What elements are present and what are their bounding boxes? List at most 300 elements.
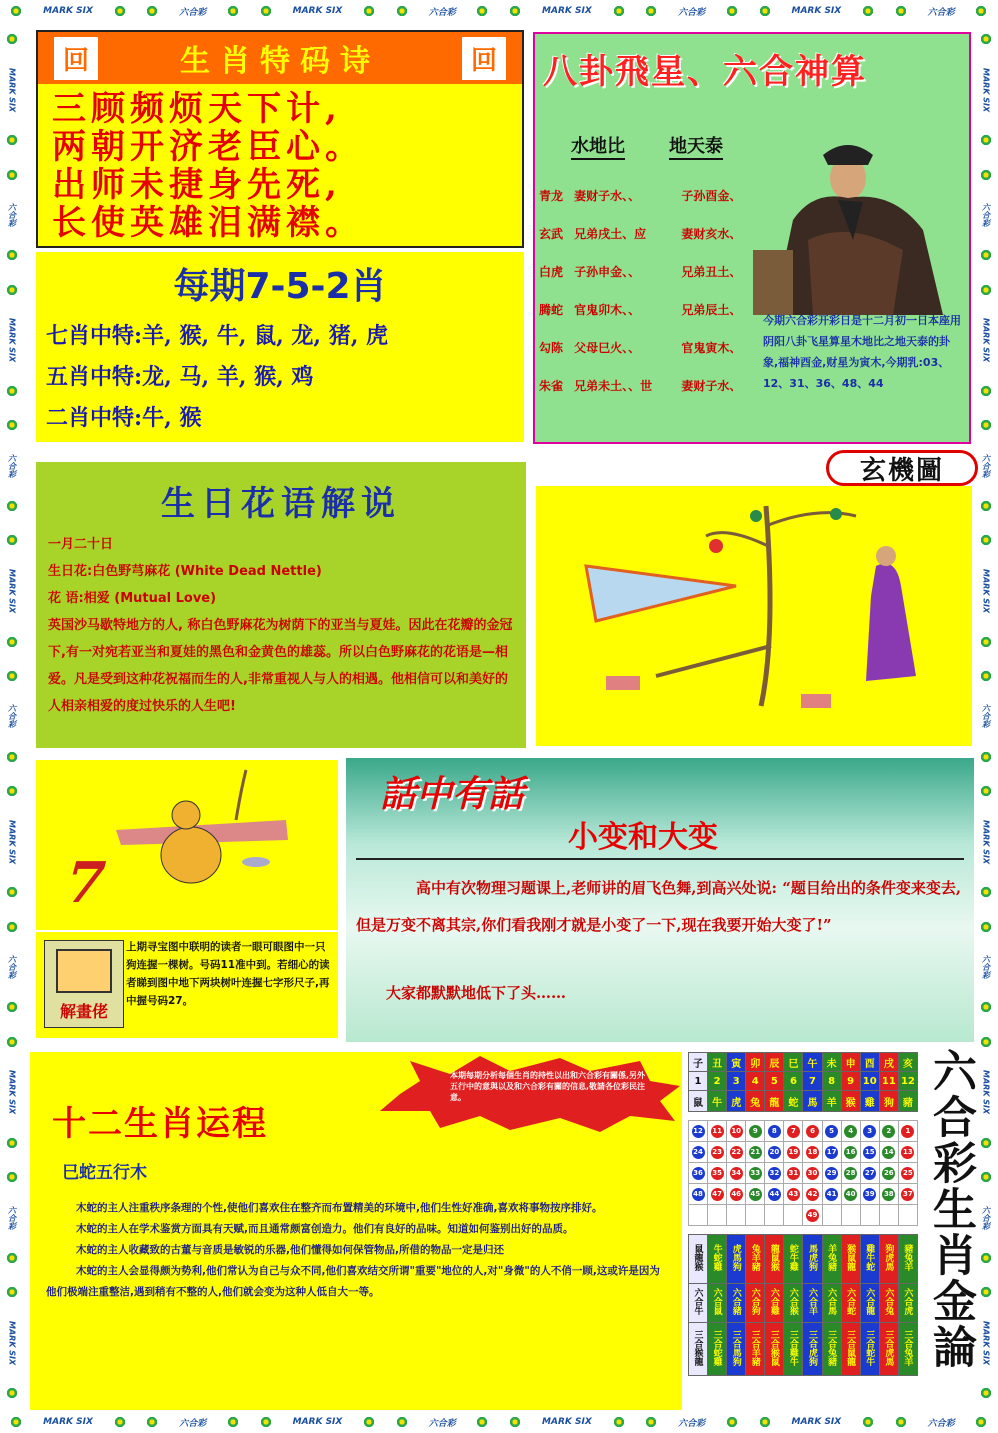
calendar-cell-text: 豬 [902,1097,913,1109]
calendar-cell-text: 虎馬狗 [730,1244,741,1271]
bagua-cell: 兄弟丑土、 [681,264,742,279]
calendar-ball-cell [784,1184,803,1205]
flower-ornament-icon [980,886,992,898]
lottery-ball: 46 [730,1188,743,1201]
calendar-ball-cell [746,1205,765,1226]
calendar-cell [879,1284,898,1323]
bottom-border [0,1411,998,1433]
border-brand: MARK SIX [7,819,17,864]
lottery-ball: 22 [730,1146,743,1159]
calendar-ball-row [689,1205,918,1226]
calendar-ball-cell [689,1121,708,1142]
bagua-cell: 子孙酉金、 [681,188,742,203]
calendar-cell [784,1235,803,1284]
calendar-cell [860,1323,879,1376]
calendar-cell [727,1284,746,1323]
calendar-spacer-cell [689,1112,918,1121]
calendar-cell-text: 兔羊豬 [749,1244,760,1271]
bagua-cell: 青龙 [539,188,564,203]
lottery-ball: 13 [901,1146,914,1159]
flower-ornament-icon [645,1416,657,1428]
calendar-ball-cell [822,1184,841,1205]
calendar-cell [879,1072,898,1091]
border-brand: 六合彩 [981,1205,991,1230]
flower-ornament-icon [6,1036,18,1048]
calendar-ball-cell [727,1163,746,1184]
flower-title: 生日花语解说 [161,484,401,524]
lottery-ball: 27 [863,1167,876,1180]
flower-ornament-icon [6,1286,18,1298]
story-paragraph-1: 高中有次物理习题课上,老师讲的眉飞色舞,到高兴处说: “题目给出的条件变来变去,但是万变不离其宗,你们看我刚才就是小变了一下,现在我要开始大变了!” [356,879,962,934]
flower-ornament-icon [146,5,158,17]
calendar-cell [708,1091,727,1112]
border-brand: MARK SIX [981,1320,991,1366]
poem-line-1: 三顾频烦天下计, [52,89,342,129]
calendar-cell-text: 三合蛇牛 [864,1329,875,1366]
picks-title: 每期7-5-2肖 [173,266,387,307]
calendar-cell [765,1053,784,1072]
lottery-ball: 37 [901,1188,914,1201]
flower-ornament-icon [6,249,18,261]
lottery-ball: 8 [768,1125,781,1138]
border-brand: MARK SIX [981,67,991,112]
calendar-table [688,1052,918,1376]
calendar-cell-text: 羊 [826,1097,837,1109]
flower-name: 生日花:白色野芎麻花 (White Dead Nettle) [48,564,322,579]
calendar-cell [689,1072,708,1091]
calendar-ball-row [689,1184,918,1205]
lottery-ball: 38 [882,1188,895,1201]
calendar-cell-text: 三合猴龍 [692,1329,703,1366]
calendar-cell-text: 三合虎狗 [807,1329,817,1366]
calendar-cell [708,1323,727,1376]
calendar-cell-text: 未 [826,1058,837,1070]
calendar-cell [708,1053,727,1072]
calendar-cell-text: 六合鼠 [711,1288,722,1315]
calendar-cell [765,1091,784,1112]
calendar-cell [784,1284,803,1323]
flower-ornament-icon [613,1416,625,1428]
lottery-ball: 2 [882,1125,895,1138]
border-brand: MARK SIX [7,1320,17,1366]
border-brand: MARK SIX [7,568,17,614]
lottery-ball: 28 [844,1167,857,1180]
flower-ornament-icon [260,5,272,17]
calendar-cell [765,1072,784,1091]
calendar-cell-text: 三合羊豬 [749,1329,760,1366]
calendar-cell-text: 10 [862,1075,877,1087]
flower-ornament-icon [10,1416,22,1428]
calendar-ball-cell [879,1205,898,1226]
calendar-cell [803,1091,822,1112]
calendar-cell [803,1053,822,1072]
calendar-ball-cell [803,1205,822,1226]
calendar-ball-cell [879,1121,898,1142]
calendar-cell [822,1053,841,1072]
flower-ornament-icon [975,5,987,17]
calendar-cell-text: 三合雞牛 [787,1329,798,1366]
border-brand: 六合彩 [179,1418,207,1429]
calendar-cell-text: 7 [809,1075,816,1087]
border-brand: MARK SIX [292,6,343,16]
calendar-cell-text: 三合虎馬 [883,1329,894,1366]
calendar-spacer [689,1226,918,1235]
riddle-badge [44,940,124,1028]
border-brand: 六合彩 [7,1205,17,1230]
flower-ornament-icon [6,534,18,546]
calendar-row [689,1284,918,1323]
calendar-cell-text: 龍鼠猴 [768,1244,779,1271]
border-brand: 六合彩 [981,453,991,478]
flower-ornament-icon [114,5,126,17]
calendar-cell [879,1091,898,1112]
flower-ornament-icon [980,249,992,261]
lottery-ball: 43 [787,1188,800,1201]
lottery-ball: 3 [863,1125,876,1138]
calendar-ball-cell [746,1163,765,1184]
calendar-cell [765,1284,784,1323]
calendar-cell-text: 兔 [750,1097,761,1109]
flower-ornament-icon [726,1416,738,1428]
calendar-cell-text: 六合豬 [730,1288,741,1315]
flower-ornament-icon [509,1416,521,1428]
picks-row-3: 二肖中特:牛, 猴 [46,405,202,431]
calendar-cell [803,1284,822,1323]
calendar-cell-text: 子 [693,1058,704,1070]
calendar-cell-text: 酉 [864,1058,875,1070]
riddle-text-box [36,932,338,1038]
flower-ornament-icon [980,385,992,397]
zodiac-paragraphs [46,1198,666,1303]
calendar-cell-text: 三合兔豬 [826,1329,837,1366]
flower-ornament-icon [6,921,18,933]
calendar-cell-text: 六合牛 [692,1288,703,1315]
calendar-cell [727,1091,746,1112]
flower-ornament-icon [6,134,18,146]
border-brand: 六合彩 [7,704,17,729]
poem-line-3: 出师未捷身先死, [52,165,342,205]
flower-ornament-icon [980,33,992,45]
flower-ornament-icon [6,500,18,512]
flower-ornament-icon [260,1416,272,1428]
riddle-label: 解畫佬 [59,1002,108,1021]
calendar-title [922,1048,978,1414]
border-brand: 六合彩 [981,203,991,228]
calendar-cell-text: 辰 [769,1058,780,1070]
sage-figure-image [753,130,963,320]
border-brand: MARK SIX [542,6,592,16]
calendar-ball-cell [803,1163,822,1184]
lottery-ball: 4 [844,1125,857,1138]
flower-ornament-icon [980,1001,992,1013]
bagua-cell: 腾蛇 [539,302,564,317]
calendar-cell-text: 卯 [750,1058,761,1070]
calendar-cell-text: 馬 [807,1097,818,1109]
calendar-cell [689,1284,708,1323]
calendar-cell-text: 3 [732,1075,740,1087]
calendar-ball-cell [784,1205,803,1226]
flower-ornament-icon [975,1416,987,1428]
calendar-cell-text: 1 [694,1075,702,1087]
calendar-cell-text: 六合龍 [864,1288,875,1315]
poem-line-2: 两朝开济老臣心。 [52,127,364,167]
flower-ornament-icon [895,1416,907,1428]
calendar-ball-cell [898,1163,917,1184]
flower-ornament-icon [227,5,239,17]
calendar-cell [784,1053,803,1072]
calendar-ball-cell [765,1184,784,1205]
lottery-ball: 7 [787,1125,800,1138]
calendar-ball-cell [727,1205,746,1226]
flower-ornament-icon [6,169,18,181]
flower-language: 花 语:相爱 (Mutual Love) [48,591,217,606]
flower-ornament-icon [114,1416,126,1428]
calendar-cell [879,1323,898,1376]
calendar-ball-cell [689,1163,708,1184]
flower-ornament-icon [980,785,992,797]
calendar-ball-cell [803,1184,822,1205]
bagua-col2-header: 地天泰 [669,132,723,160]
calendar-ball-cell [841,1121,860,1142]
calendar-cell [746,1091,765,1112]
calendar-ball-cell [822,1205,841,1226]
lottery-ball: 1 [901,1125,914,1138]
lottery-ball: 48 [692,1188,705,1201]
calendar-cell-text: 雞 [864,1097,875,1109]
border-brand: 六合彩 [981,954,991,979]
flower-ornament-icon [476,5,488,17]
calendar-cell [841,1323,860,1376]
flower-ornament-icon [980,419,992,431]
flower-ornament-icon [363,1416,375,1428]
calendar-ball-cell [765,1121,784,1142]
flower-ornament-icon [396,5,408,17]
calendar-cell [727,1053,746,1072]
flower-ornament-icon [6,284,18,296]
flower-ornament-icon [146,1416,158,1428]
picks-row-2: 五肖中特:龙, 马, 羊, 猴, 鸡 [46,364,314,390]
poem-title: 生肖特码诗 [180,44,380,79]
calendar-ball-cell [860,1163,879,1184]
story-rule [356,858,964,860]
calendar-ball-cell [841,1142,860,1163]
calendar-ball-cell [784,1163,803,1184]
lottery-ball: 39 [863,1188,876,1201]
lottery-ball: 24 [692,1146,705,1159]
lottery-ball: 9 [749,1125,762,1138]
calendar-ball-cell [784,1142,803,1163]
calendar-ball-cell [708,1142,727,1163]
flower-ornament-icon [980,636,992,648]
flower-ornament-icon [980,134,992,146]
flower-date: 一月二十日 [48,537,114,552]
lottery-ball: 18 [806,1146,819,1159]
calendar-ball-cell [898,1121,917,1142]
lottery-ball: 10 [730,1125,743,1138]
bagua-note: 今期六合彩开彩日是十二月初一日本座用阴阳八卦飞星算星木地比之地天泰的卦象,福神酉金,财星为寅木,今期乳:03、12、31、36、48、44 [763,314,961,390]
flower-ornament-icon [6,385,18,397]
poem-deco-left: 回 [54,37,98,80]
lottery-ball: 17 [825,1146,838,1159]
calendar-cell [898,1053,917,1072]
calendar-cell [708,1284,727,1323]
poem-line-4: 长使英雄泪满襟。 [52,203,364,243]
calendar-ball-row [689,1121,918,1142]
flower-ornament-icon [6,1137,18,1149]
zodiac-burst-text: 本期每期分析每個生肖的持性以出和六合彩有關係,另外五行中的意與以及和六合彩有關的信息,敬請各位彩民注意。 [450,1071,646,1102]
zodiac-paragraph: 木蛇的主人在学术鉴赏方面具有天赋,而且通常颇富创造力。他们有良好的品味。知道如何鉴别出好的品质。 [76,1223,574,1235]
calendar-cell-text: 5 [770,1075,778,1087]
calendar-cell-text: 午 [807,1058,818,1070]
lottery-ball: 47 [711,1188,724,1201]
calendar-row [689,1053,918,1072]
flower-ornament-icon [509,5,521,17]
calendar-spacer-cell [689,1226,918,1235]
bagua-cell: 玄武 [539,226,564,241]
calendar-ball-cell [689,1205,708,1226]
riddle-number: 7 [57,850,114,916]
border-brand: 六合彩 [7,203,17,228]
bagua-cell: 子孙申金、、 [574,264,641,279]
flower-ornament-icon [726,5,738,17]
border-brand: 六合彩 [428,7,456,18]
zodiac-title: 十二生肖运程 [52,1104,268,1144]
calendar-ball-cell [765,1142,784,1163]
calendar-cell-text: 2 [713,1075,721,1087]
lottery-ball: 23 [711,1146,724,1159]
calendar-cell [822,1235,841,1284]
calendar-cell-text: 巳 [788,1058,799,1070]
flower-ornament-icon [6,1171,18,1183]
flower-ornament-icon [759,5,771,17]
flower-ornament-icon [6,1252,18,1264]
bagua-cell: 勾陈 [539,340,564,355]
calendar-cell-text: 蛇 [788,1097,799,1109]
calendar-ball-cell [746,1142,765,1163]
calendar-ball-cell [822,1142,841,1163]
border-brand: 六合彩 [927,7,955,18]
flower-ornament-icon [476,1416,488,1428]
calendar-cell-text: 六合猴 [787,1288,798,1315]
calendar-row [689,1323,918,1376]
bagua-cell: 朱雀 [539,378,564,393]
lottery-ball: 15 [863,1146,876,1159]
border-brand: MARK SIX [43,6,93,16]
calendar-cell-text: 雞牛蛇 [864,1244,875,1271]
calendar-ball-cell [689,1142,708,1163]
calendar-cell [879,1053,898,1072]
zodiac-paragraph: 木蛇的主人会显得颇为势利,他们常认为自己与众不同,他们喜欢结交所谓"重要"地位的人,对"身微"的人不俏一顾,这或许是因为他们极端注重整洁,遇到稍有不整的人,他们就会变为这种人低自大一等。 [46,1265,660,1298]
calendar-cell-text: 六合兔 [883,1288,894,1315]
calendar-ball-cell [898,1184,917,1205]
calendar-ball-cell [822,1163,841,1184]
zodiac-paragraph: 木蛇的主人注重秩序条理的个性,使他们喜欢住在整齐而布置精美的环境中,他们生性好准确,喜欢将事物按序排好。 [76,1202,603,1214]
bagua-cell: 妻财子水、 [681,378,742,393]
calendar-cell [841,1284,860,1323]
flower-ornament-icon [6,636,18,648]
border-brand: 六合彩 [7,453,17,478]
zodiac-paragraph: 木蛇的主人收藏致的古董与音质是敏锐的乐器,他们懂得如何保管物品,所借的物品一定是归还 [76,1244,504,1256]
border-brand: 六合彩 [981,704,991,729]
calendar-cell-text: 11 [881,1075,896,1087]
left-border [0,22,24,1411]
lottery-ball: 44 [768,1188,781,1201]
calendar-cell [727,1235,746,1284]
lottery-ball: 36 [692,1167,705,1180]
calendar-ball-cell [898,1142,917,1163]
border-brand: 六合彩 [428,1418,456,1429]
calendar-row [689,1072,918,1091]
calendar-cell-text: 申 [845,1058,856,1070]
calendar-cell-text: 12 [900,1075,915,1087]
flower-box [36,462,526,748]
calendar-cell [860,1235,879,1284]
flower-ornament-icon [980,670,992,682]
calendar-ball-cell [727,1121,746,1142]
calendar-ball-cell [860,1121,879,1142]
calendar-cell-text: 4 [751,1075,759,1087]
border-brand: MARK SIX [981,1070,991,1115]
calendar-ball-cell [708,1163,727,1184]
calendar-cell [689,1053,708,1072]
poem-box [36,30,524,248]
bagua-col1-header: 水地比 [571,132,625,160]
lottery-ball: 6 [806,1125,819,1138]
calendar-cell [746,1053,765,1072]
border-brand: MARK SIX [981,318,991,363]
calendar-ball-cell [822,1121,841,1142]
riddle-picture [36,760,338,930]
calendar-cell-text: 羊兔豬 [826,1244,837,1271]
lottery-ball: 42 [806,1188,819,1201]
calendar-cell-text: 六合羊 [807,1288,817,1315]
calendar-cell [784,1323,803,1376]
zodiac-burst [380,1056,680,1132]
calendar-cell [803,1072,822,1091]
bagua-cell: 兄弟辰土、 [681,302,742,317]
bagua-cell: 白虎 [539,264,564,279]
calendar-ball-cell [841,1163,860,1184]
top-border [0,0,998,22]
lottery-ball: 45 [749,1188,762,1201]
calendar-cell-text: 9 [847,1075,855,1087]
bagua-box [533,32,971,444]
calendar-row [689,1235,918,1284]
lottery-ball: 34 [730,1167,743,1180]
calendar-cell-text: 牛蛇雞 [711,1244,722,1271]
calendar-ball-cell [803,1121,822,1142]
xuanji-badge [826,450,978,486]
story-box [346,758,974,1042]
border-brand: MARK SIX [981,819,991,864]
lottery-ball: 35 [711,1167,724,1180]
calendar-cell-text: 丑 [712,1058,723,1070]
calendar-cell-text: 戌 [883,1058,894,1070]
flower-ornament-icon [227,1416,239,1428]
calendar-cell-text: 鼠 [693,1097,704,1109]
poem-lines [52,90,522,242]
calendar-cell [822,1323,841,1376]
border-brand: MARK SIX [791,1417,842,1427]
calendar-ball-cell [708,1205,727,1226]
calendar-row [689,1091,918,1112]
flower-ornament-icon [980,169,992,181]
flower-ornament-icon [6,419,18,431]
calendar-ball-cell [860,1142,879,1163]
calendar-cell [841,1053,860,1072]
lottery-ball: 29 [825,1167,838,1180]
lottery-ball: 32 [768,1167,781,1180]
